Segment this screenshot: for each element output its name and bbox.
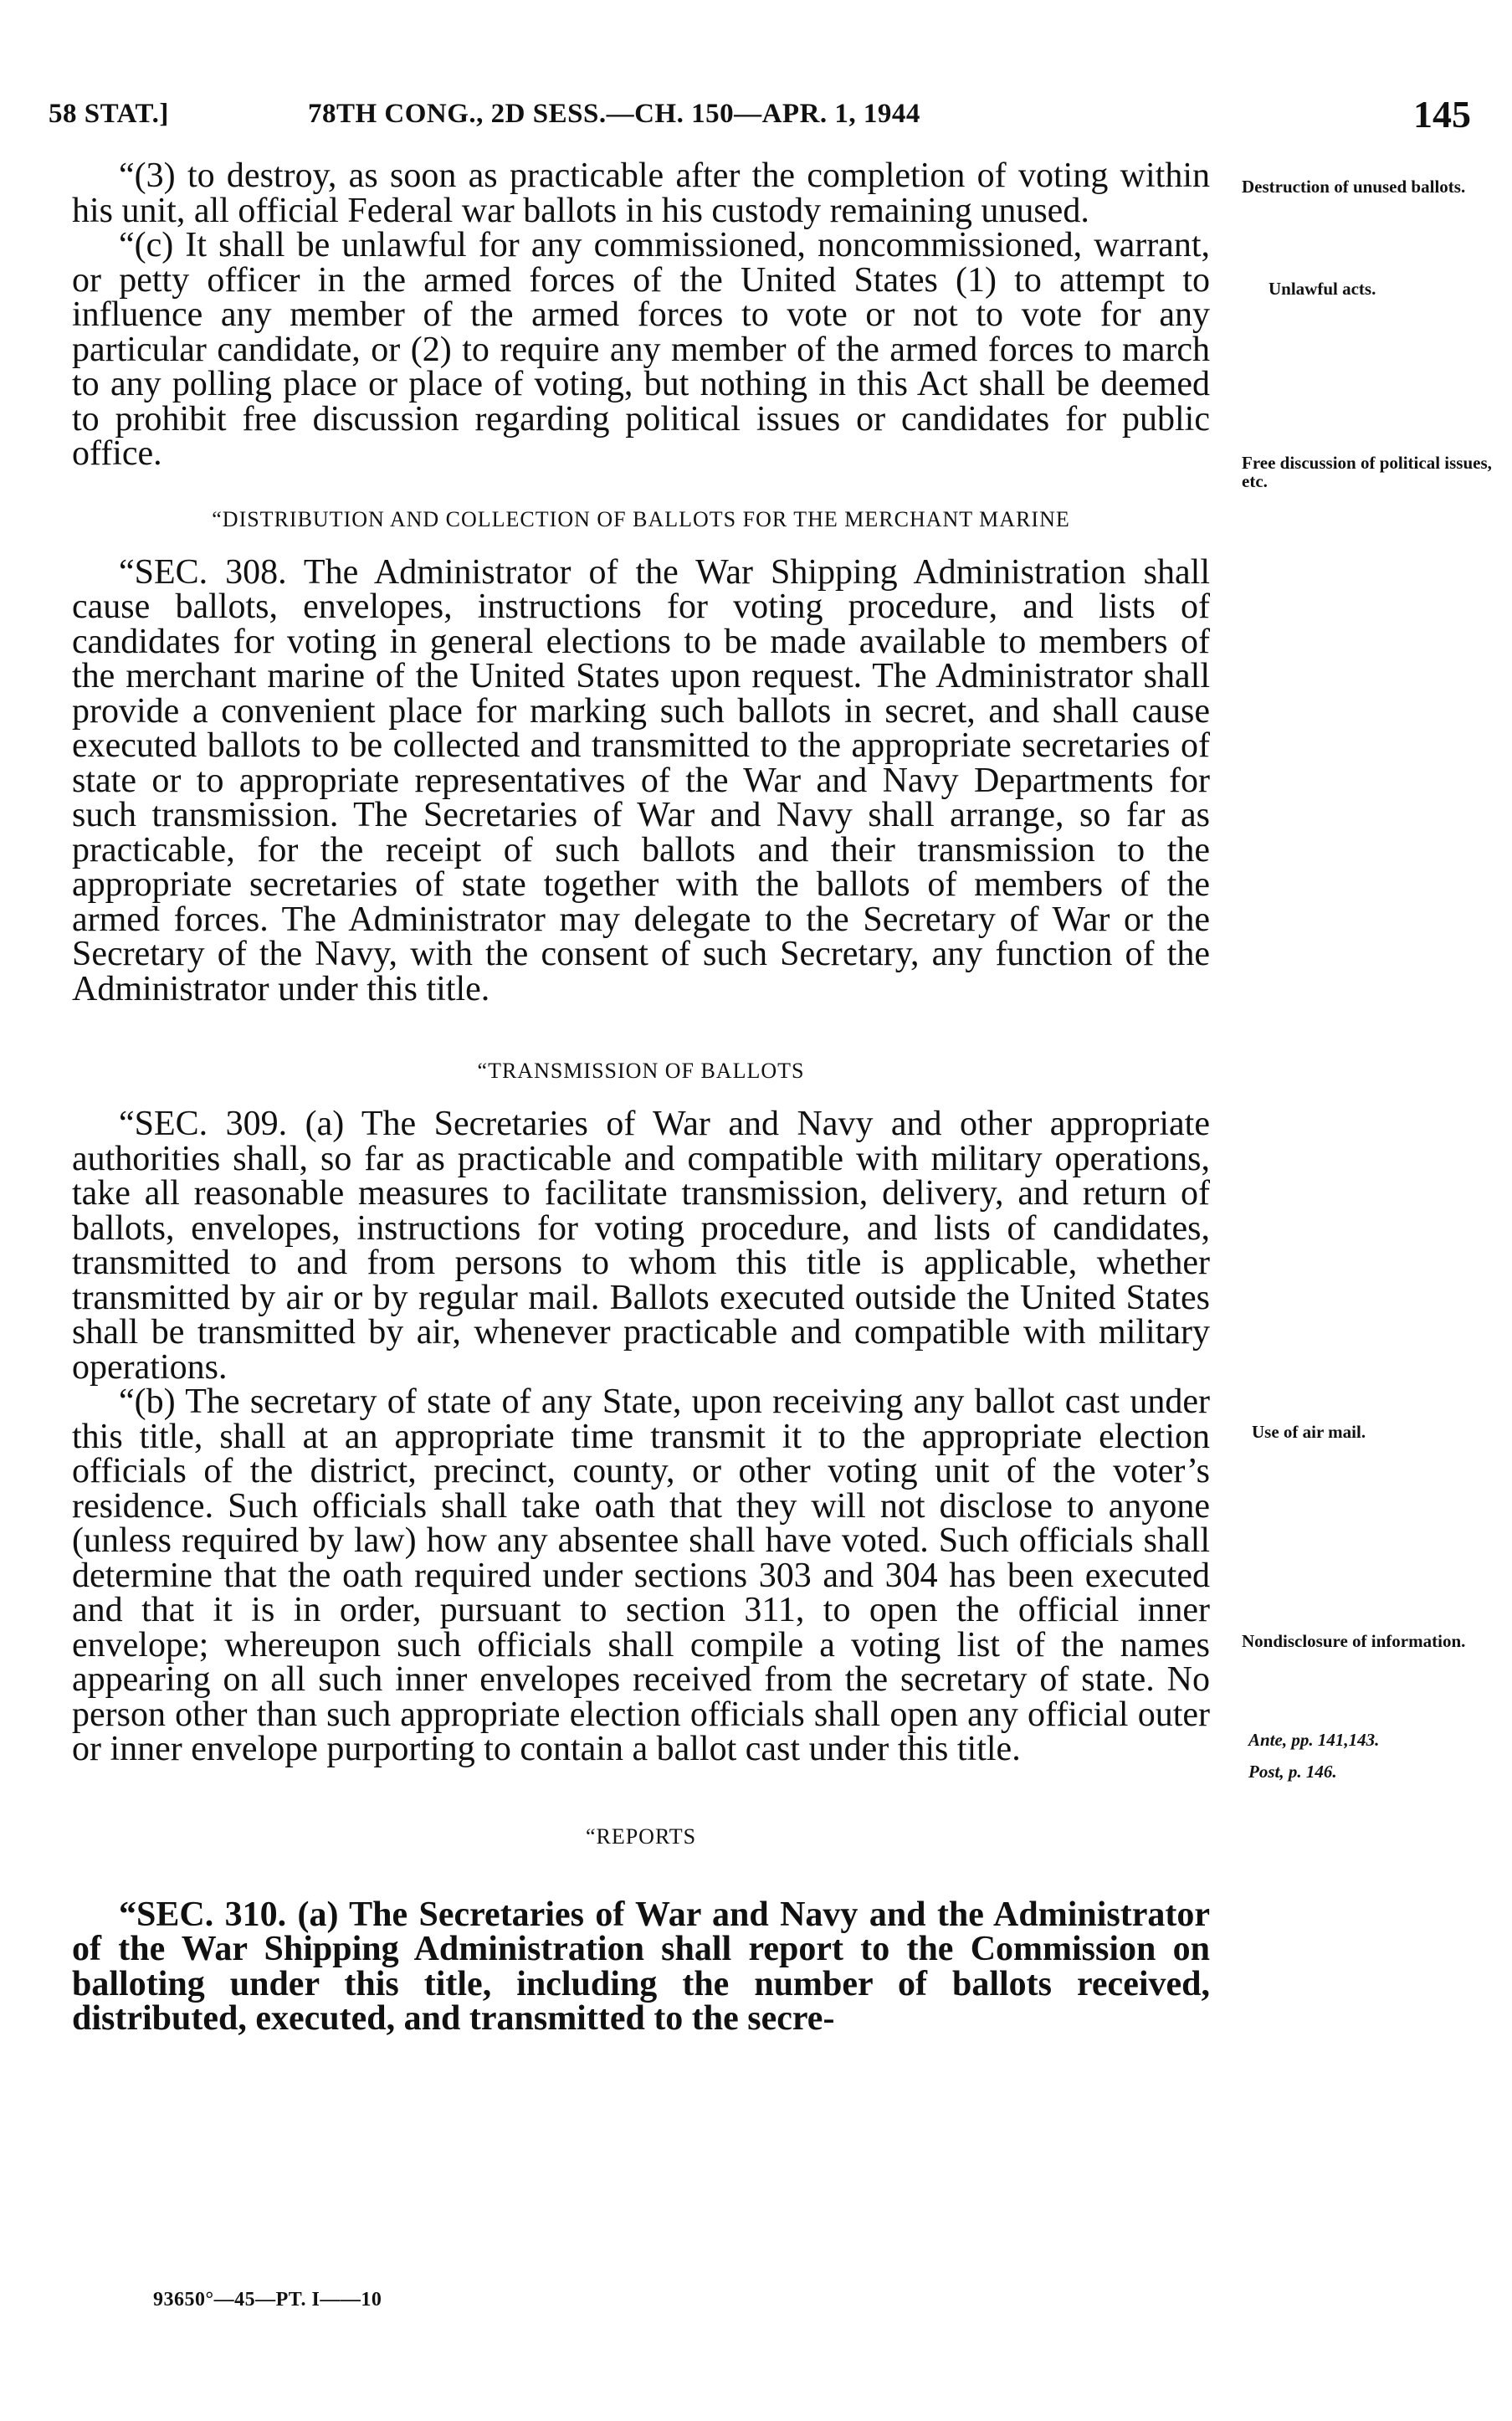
- running-header: [49, 92, 1471, 142]
- section-heading-transmission: “TRANSMISSION OF BALLOTS: [477, 1059, 805, 1083]
- paragraph-sec-309b: “(b) The secretary of state of any State, upon receiving any ballot cast under this title, shall at an appropriate time transmit it to the appropriate election officials of the district, precinct, county, or other voting unit of the voter’s residence. Such officials shall take oath that they will not disclose to anyone (unless required by law) how any absentee shall have voted. Such officials shall determine that the oath required under sections 303 and 304 has been executed and that it is in order, pursuant to section 311, to open the official inner envelope; whereupon such officials shall compile a voting list of the names appearing on all such inner envelopes received from the secretary of state. No person other than such appropriate election officials shall open any official outer or inner envelope purporting to contain a ballot cast under this title.: [72, 1382, 1210, 1768]
- paragraph-sec-308: “SEC. 308. The Administrator of the War Shipping Administration shall cause ballots, envelopes, instructions for voting procedure, and lists of candidates for voting in general elections to be made available to members of the merchant marine of the United States upon request. The Administrator shall provide a convenient place for marking such ballots in secret, and shall cause executed ballots to be collected and transmitted to the appropriate secretaries of state or to appropriate representatives of the War and Navy Departments for such transmission. The Secretaries of War and Navy shall arrange, so far as practicable, for the receipt of such ballots and their transmission to the appropriate secretaries of state together with the ballots of members of the armed forces. The Administrator may delegate to the Secretary of War or the Secretary of the Navy, with the consent of such Secretary, any function of the Administrator under this title.: [72, 552, 1210, 1008]
- section-heading-distribution: “DISTRIBUTION AND COLLECTION OF BALLOTS FOR THE MERCHANT MARINE: [212, 506, 1070, 531]
- paragraph-sec-310a: “SEC. 310. (a) The Secretaries of War and Navy and the Administrator of the War Shipping Administration shall report to the Commission on balloting under this title, including the number of ballots received, distributed, executed, and transmitted to the secre-: [72, 1895, 1210, 2038]
- main-text-column: [72, 156, 1210, 2038]
- paragraph-destroy-ballots: “(3) to destroy, as soon as practicable after the completion of voting within his unit, all official Federal war ballots in his custody remaining unused.: [72, 156, 1210, 230]
- margin-note-unlawful: Unlawful acts.: [1269, 279, 1376, 299]
- margin-note-destruction: Destruction of unused ballots.: [1242, 177, 1466, 197]
- margin-note-ante: Ante, pp. 141,143.: [1248, 1730, 1380, 1750]
- margin-note-air-mail: Use of air mail.: [1252, 1422, 1366, 1442]
- paragraph-sec-309a: “SEC. 309. (a) The Secretaries of War and Navy and other appropriate authorities shall, so far as practicable and compatible with military operations, take all reasonable measures to facilitate transmission, delivery, and return of ballots, envelopes, instructions for voting procedure, and lists of candidates, transmitted to and from persons to whom this title is applicable, whether transmitted by air or by regular mail. Ballots executed outside the United States shall be transmitted by air, whenever practicable and compatible with military operations.: [72, 1105, 1210, 1387]
- print-signature-footer: 93650°—45—PT. I——10: [153, 2289, 382, 2311]
- session-chapter-date: 78TH CONG., 2D SESS.—CH. 150—APR. 1, 1944: [308, 99, 920, 129]
- section-heading-reports: “REPORTS: [585, 1823, 697, 1849]
- statute-reference: 58 STAT.]: [49, 99, 169, 129]
- margin-note-nondisclosure: Nondisclosure of information.: [1242, 1631, 1466, 1651]
- margin-note-post: Post, p. 146.: [1248, 1762, 1337, 1782]
- margin-note-free-discussion: Free discussion of political issues, etc.: [1242, 453, 1492, 491]
- paragraph-unlawful-acts: “(c) It shall be unlawful for any commissioned, noncommissioned, warrant, or petty officer in the armed forces of the United States (1) to attempt to influence any member of the armed forces to vote or not to vote for any particular candidate, or (2) to require any member of the armed forces to march to any polling place or place of voting, but nothing in this Act shall be deemed to prohibit free discussion regarding political issues or candidates for public office.: [72, 226, 1210, 473]
- page-number: 145: [1413, 93, 1471, 136]
